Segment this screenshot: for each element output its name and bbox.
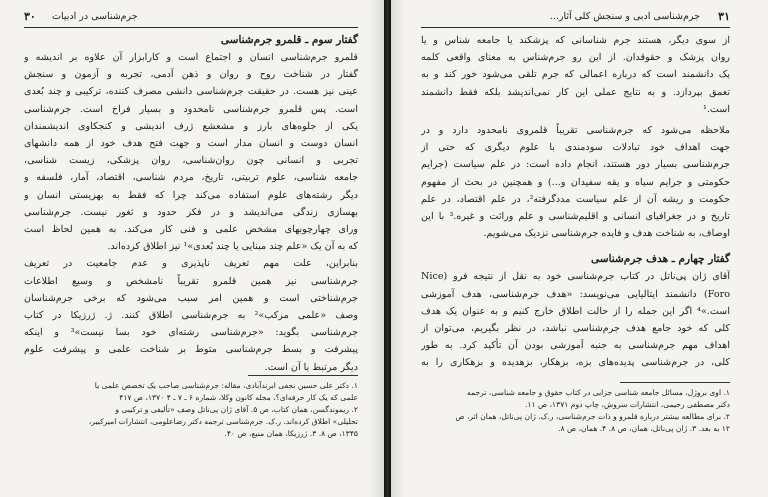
text-line: Foro) دانشمند ایتالیایی می‌نویسد: «هدف جرم‌شناسی، هدف آموزشی — [421, 288, 730, 300]
text-line: جرم‌شناسی بگوید: «جرم‌شناسی رشته‌ای خود بسا نیست»³ و اینکه — [24, 327, 358, 339]
text-line: جرم‌شناسی بسیار دور هستند، انجام داده است: در علم سیاست (جرایم — [421, 159, 730, 171]
text-line: تاریخ و در جغرافیای انسانی و اقلیم‌شناسی و علم وراثت و غیره.³ با این — [421, 211, 730, 223]
text-line: آقای ژان پی‌ناتل در کتاب جرم‌شناسی خود به نقل از نتیجه فرو (Nice — [421, 271, 730, 283]
text-line: کلی، در جرم‌شناسی پدیده‌های بزه، بزهکار، بزهدیده و بزهکاری را به — [421, 357, 730, 369]
page-header — [24, 7, 358, 28]
running-head: جرم‌شناسی در ادبیات — [52, 11, 138, 22]
text-line: جهت اهداف خود تبادلات سودمندی با علوم دیگری که حتی از — [421, 142, 730, 154]
footnote-line: دکتر مصطفی رحیمی، انتشارات سروش، چاپ دوم ۱۳۷۱، ص ۱۱. — [524, 400, 730, 409]
page-body — [421, 32, 730, 372]
text-line: تجربی و انسانی چون روان‌شناسی، روان پزشکی، زیست شناسی، — [24, 155, 358, 167]
paragraph — [421, 32, 730, 118]
text-line: عینی نیز هست. در حقیقت جرم‌شناسی دانشی مصرف کننده، ترکیبی و چند بُعدی — [24, 86, 358, 98]
footnote-rule — [248, 375, 358, 376]
footnote-line: تحلیلی» اطلاق کرده‌اند. ر.ک. جرم‌شناسی ترجمه دکتر رضاعلومی، انتشارات امیرکبیر، — [88, 417, 358, 426]
text-line: است.¹ — [702, 103, 730, 115]
page-number: ۳۰ — [24, 10, 36, 23]
section-heading: گفتار سوم ـ قلمرو جرم‌شناسی — [220, 34, 358, 46]
text-line: اهداف مهم جرم‌شناسی به جنبه آموزشی بودن آن تأکید کرد. به طور — [421, 340, 730, 352]
text-line: تعمق بپردازد. و به نتایج عملی این کار نمی‌اندیشد بلکه فقط دانشمند — [421, 86, 730, 98]
text-line: اوصاف، به شناخت هدف و فایده جرم‌شناسی نزدیک می‌شویم. — [483, 228, 730, 240]
footnote-line: ۱. دکتر علی حسین نجفی ابرندآبادی، مقاله: جرم‌شناسی صاحب یک تخصص علمی یا — [94, 381, 358, 390]
page-header — [421, 7, 730, 28]
footnote-line: ۱۳۴۵، ص ۸. ۳. ژرزیکا، همان منبع، ص ۴۰. — [224, 429, 358, 438]
gutter-shadow — [391, 0, 405, 497]
right-page — [391, 0, 768, 497]
text-line: است. پس قلمرو جرم‌شناسی نامحدود و بسیار فراخ است. جرم‌شناسی — [24, 103, 358, 115]
text-line: کلی که خود جامع هدف جرم‌شناسی نباشد، در نظر بگیریم، می‌توان از — [421, 323, 730, 335]
text-line: پیشرفت و بسط جرم‌شناسی متوط بر شناخت علمی و پیشرفت علوم — [24, 344, 358, 356]
footnote-line: ۱. اوی بروژل، مسائل جامعه شناسی جزایی در کتاب حقوق و جامعه شناسی، ترجمه — [467, 388, 730, 397]
page-number: ۳۱ — [718, 10, 730, 23]
text-line: است.»⁴ اگر این جمله را از حالت اطلاق خارج کنیم و به عنوان یک هدف — [421, 305, 730, 317]
footnote-line: ۲. ریموندگسن، همان کتاب، ص ۵. آقای ژان پی‌ناتل وصف «تألیفی و ترکیبی و — [115, 405, 358, 414]
paragraph — [24, 49, 358, 255]
text-line: بنابراین، علت مهم تعریف ناپذیری و عدم جامعیت در تعریف — [24, 258, 358, 270]
text-line: روان پزشک و حقوقدان. از این رو جرم‌شناس به معنای واقعی کلمه — [421, 52, 730, 64]
text-line: بهسازی زندگی می‌اندیشد و در فکر حدود و ثغور نیست. جرم‌شناسی — [24, 206, 358, 218]
footnotes — [421, 382, 730, 435]
text-line: ملاحظه می‌شود که جرم‌شناسی تقریباً قلمروی نامحدود دارد و در — [421, 125, 730, 137]
text-line: انسان دوست و انسان مدار است و جهت فتح هدف خود از همه دانشهای — [24, 138, 358, 150]
text-line: جامعه شناسی، علوم تربیتی، تاریخ، مردم شناسی، اقتصاد، آمار، فلسفه و — [24, 172, 358, 184]
footnotes — [24, 375, 358, 440]
footnote-rule — [620, 382, 730, 383]
running-head: جرم‌شناسی ادبی و سنجش کلی آثار... — [549, 11, 700, 22]
text-line: حکومت و ریشه آن از علم سیاست مددگرفته²، در علم اقتصاد، در علم — [421, 193, 730, 205]
paragraph — [421, 268, 730, 371]
paragraph — [24, 255, 358, 375]
gutter-shadow — [370, 0, 384, 497]
text-line: یک دانشمند است که درباره اعمالی که جرم تلقی می‌شود خور کند و به — [421, 69, 730, 81]
footnote-line: ۲. برای مطالعه بیشتر درباره قلمرو و ذات جرم‌شناسی، ر.ک. ژان پی‌ناتل، همان اثر، ص — [455, 412, 730, 421]
text-line: یکی از جلوه‌های بارز و مشعشع ژرف اندیشی و کنجکاوی اندیشمندان — [24, 120, 358, 132]
text-line: که به آن یک «علم چند مبنایی یا چند بُعدی»¹ نیز اطلاق کرده‌اند. — [107, 241, 358, 253]
text-line: از سوی دیگر، هستند جرم شناسانی که پزشکند یا جامعه شناس و یا — [421, 35, 730, 46]
book-spine — [384, 0, 391, 497]
section-heading: گفتار چهارم ـ هدف جرم‌شناسی — [591, 253, 730, 266]
text-line: گفتار در شناخت روح و روان و ذهن آدمی، تجربه و آزمون و سنجش — [24, 69, 358, 81]
footnote-line: ۱۲ به بعد. ۳. ژان پی‌ناتل، همان، ص ۸. ۴. همان، ص ۸. — [558, 424, 730, 433]
text-line: قلمرو جرم‌شناسی انسان و اجتماع است و کارابزار آن علاوه بر اندیشه و — [24, 52, 358, 63]
page-body — [24, 31, 358, 376]
text-line: جرم‌شناختی است و همین امر سبب می‌شود که برخی جرم‌شناسان — [24, 292, 358, 304]
text-line: وصف «علمی مرکب»² به جرم‌شناسی اطلاق کنند. ژ. ژرزیکا در کتاب — [24, 310, 358, 322]
text-line: ورای چهارچوبهای مشخص علمی و فنی کار می‌کند. به همین لحاظ است — [24, 224, 358, 236]
footnote-line: علمی که یک کار حرفه‌ای؟، مجله کانون وکلا، شماره ۶ ـ ۷ ـ ۴ ۱۳۷۰، ص ۴۱۷ — [119, 393, 358, 402]
paragraph — [421, 122, 730, 242]
text-line: حکومتی و جرایم سیاه و یقه سفیدان و...) و همچنین در بحث از مفهوم — [421, 176, 730, 188]
text-line: دیگر مرتبط با آن است. — [264, 361, 358, 373]
text-line: جرم‌شناسی نیز همین قلمرو تقریباً نامشخص و وسیع اطلاعات — [24, 275, 358, 287]
text-line: دیگر رشته‌های علوم استفاده می‌کند چرا که فقط به بهزیستی انسان و — [24, 189, 358, 201]
